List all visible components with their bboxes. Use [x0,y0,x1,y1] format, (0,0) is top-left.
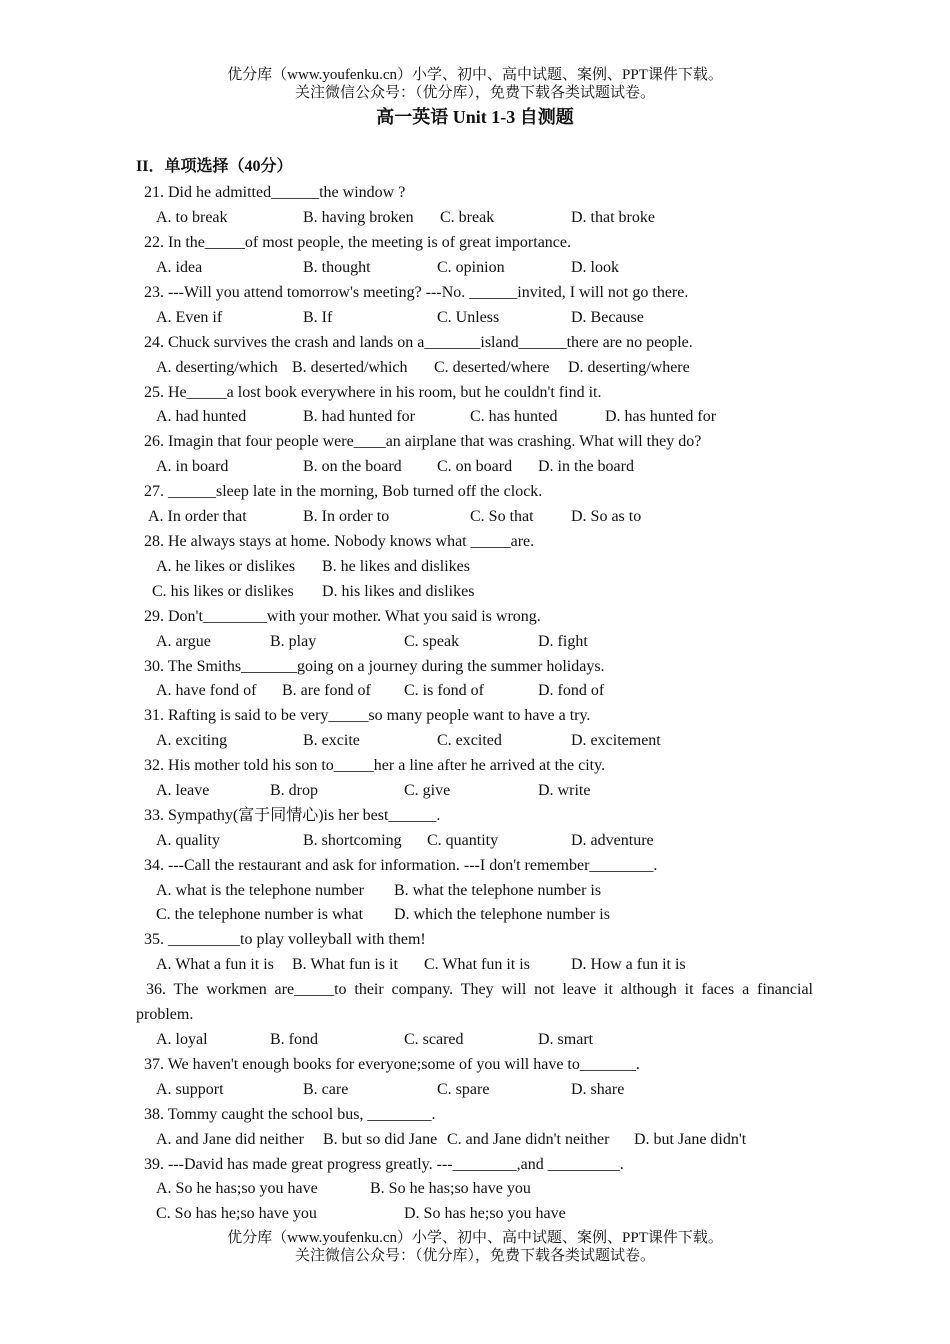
option-b: B. thought [303,259,371,276]
question-23-options [0,307,950,329]
option-c: C. his likes or dislikes [152,583,294,600]
option-b: B. If [303,309,333,326]
option-c: C. What fun it is [424,956,530,973]
option-c: C. give [404,782,451,799]
option-a: A. exciting [156,732,228,749]
question-33-stem: 33. Sympathy(富于同情心)is her best______. [144,807,441,824]
question-35-options [0,954,950,976]
option-a: A. In order that [148,508,247,525]
question-24-stem: 24. Chuck survives the crash and lands on a_______island______there are no people. [144,334,693,351]
option-d: D. his likes and dislikes [322,583,475,600]
option-d: D. So as to [571,508,642,525]
option-c: C. excited [437,732,502,749]
option-b: B. drop [270,782,318,799]
question-26-stem: 26. Imagin that four people were____an airplane that was crashing. What will they do? [144,433,702,450]
question-28-options-row-1 [0,556,950,578]
option-b: B. excite [303,732,360,749]
option-b: B. In order to [303,508,390,525]
footer-line-1: 优分库（www.youfenku.cn）小学、初中、高中试题、案例、PPT课件下载。 [227,1230,723,1246]
question-34-options-row-2 [0,904,950,926]
option-d: D. has hunted for [605,408,717,425]
option-b: B. deserted/which [292,359,408,376]
option-c: C. is fond of [404,682,484,699]
option-a: A. quality [156,832,220,849]
option-a: A. loyal [156,1031,208,1048]
option-b: B. but so did Jane [323,1131,438,1148]
option-a: A. support [156,1081,224,1098]
option-d: D. So has he;so you have [404,1205,566,1222]
question-38-stem: 38. Tommy caught the school bus, ________. [144,1106,436,1123]
footer-line-2: 关注微信公众号：（优分库），免费下载各类试题试卷。 [294,1248,655,1264]
question-30-options [0,680,950,702]
option-c: C. spare [437,1081,490,1098]
option-c: C. Unless [437,309,500,326]
option-b: B. play [270,633,317,650]
option-a: A. What a fun it is [156,956,274,973]
question-26-options [0,456,950,478]
option-d: D. which the telephone number is [394,906,610,923]
section-heading: II．单项选择（40分） [136,158,293,175]
option-d: D. How a fun it is [571,956,686,973]
question-37-options [0,1079,950,1101]
option-b: B. care [303,1081,349,1098]
question-38-options [0,1129,950,1151]
option-c: C. deserted/where [434,359,550,376]
question-25-options [0,406,950,428]
option-a: A. deserting/which [156,359,278,376]
option-c: C. the telephone number is what [156,906,364,923]
option-a: A. and Jane did neither [156,1131,304,1148]
option-c: C. speak [404,633,460,650]
option-d: D. deserting/where [568,359,690,376]
question-30-stem: 30. The Smiths_______going on a journey during the summer holidays. [144,658,605,675]
option-d: D. in the board [538,458,634,475]
option-c: C. So has he;so have you [156,1205,317,1222]
question-24-options [0,357,950,379]
question-34-stem: 34. ---Call the restaurant and ask for information. ---I don't remember________. [144,857,658,874]
header-line-2: 关注微信公众号：（优分库），免费下载各类试题试卷。 [294,85,655,101]
option-c: C. So that [470,508,534,525]
option-b: B. what the telephone number is [394,882,602,899]
option-d: D. share [571,1081,625,1098]
question-21-options [0,207,950,229]
question-31-stem: 31. Rafting is said to be very_____so many people want to have a try. [144,707,591,724]
option-b: B. What fun is it [292,956,398,973]
question-31-options [0,730,950,752]
question-22-stem: 22. In the_____of most people, the meeting is of great importance. [144,234,571,251]
option-d: D. write [538,782,591,799]
question-34-options-row-1 [0,880,950,902]
question-39-options-row-1 [0,1178,950,1200]
option-a: A. Even if [156,309,223,326]
option-b: B. on the board [303,458,402,475]
question-32-stem: 32. His mother told his son to_____her a line after he arrived at the city. [144,757,606,774]
question-25-stem: 25. He_____a lost book everywhere in his room, but he couldn't find it. [144,384,602,401]
option-b: B. having broken [303,209,414,226]
option-c: C. on board [437,458,513,475]
option-b: B. he likes and dislikes [322,558,470,575]
question-35-stem: 35. _________to play volleyball with them! [144,931,426,948]
option-c: C. has hunted [470,408,558,425]
question-33-options [0,830,950,852]
question-39-options-row-2 [0,1203,950,1225]
option-d: D. Because [571,309,644,326]
option-a: A. to break [156,209,228,226]
option-d: D. but Jane didn't [634,1131,747,1148]
option-d: D. that broke [571,209,655,226]
option-c: C. and Jane didn't neither [447,1131,610,1148]
option-d: D. look [571,259,619,276]
question-22-options [0,257,950,279]
option-b: B. had hunted for [303,408,415,425]
option-d: D. fight [538,633,588,650]
option-c: C. quantity [427,832,499,849]
question-32-options [0,780,950,802]
question-36-stem: 36. The workmen are_____to their company. They will not leave it although it faces a financial [146,981,813,998]
option-a: A. in board [156,458,229,475]
option-d: D. adventure [571,832,654,849]
question-39-stem: 39. ---David has made great progress greatly. ---________,and _________. [144,1156,624,1173]
option-d: D. excitement [571,732,661,749]
option-a: A. he likes or dislikes [156,558,296,575]
option-b: B. shortcoming [303,832,402,849]
option-c: C. break [440,209,495,226]
option-b: B. fond [270,1031,318,1048]
question-21-stem: 21. Did he admitted______the window ? [144,184,406,201]
option-a: A. argue [156,633,211,650]
option-d: D. fond of [538,682,605,699]
question-27-options [0,506,950,528]
header-line-1: 优分库（www.youfenku.cn）小学、初中、高中试题、案例、PPT课件下载。 [227,67,723,83]
option-a: A. leave [156,782,210,799]
option-a: A. So he has;so you have [156,1180,318,1197]
question-23-stem: 23. ---Will you attend tomorrow's meeting? ---No. ______invited, I will not go there. [144,284,689,301]
page-title: 高一英语 Unit 1-3 自测题 [376,107,574,127]
question-36-stem-continued: problem. [136,1006,194,1023]
option-d: D. smart [538,1031,594,1048]
question-36-options [0,1029,950,1051]
question-37-stem: 37. We haven't enough books for everyone;some of you will have to_______. [144,1056,640,1073]
option-a: A. have fond of [156,682,257,699]
question-28-stem: 28. He always stays at home. Nobody knows what _____are. [144,533,535,550]
option-b: B. are fond of [282,682,371,699]
option-c: C. opinion [437,259,505,276]
question-28-options-row-2 [0,581,950,603]
option-a: A. what is the telephone number [156,882,364,899]
question-27-stem: 27. ______sleep late in the morning, Bob turned off the clock. [144,483,543,500]
question-29-options [0,631,950,653]
question-29-stem: 29. Don't________with your mother. What you said is wrong. [144,608,541,625]
option-c: C. scared [404,1031,464,1048]
option-a: A. idea [156,259,203,276]
option-a: A. had hunted [156,408,247,425]
option-b: B. So he has;so have you [370,1180,531,1197]
